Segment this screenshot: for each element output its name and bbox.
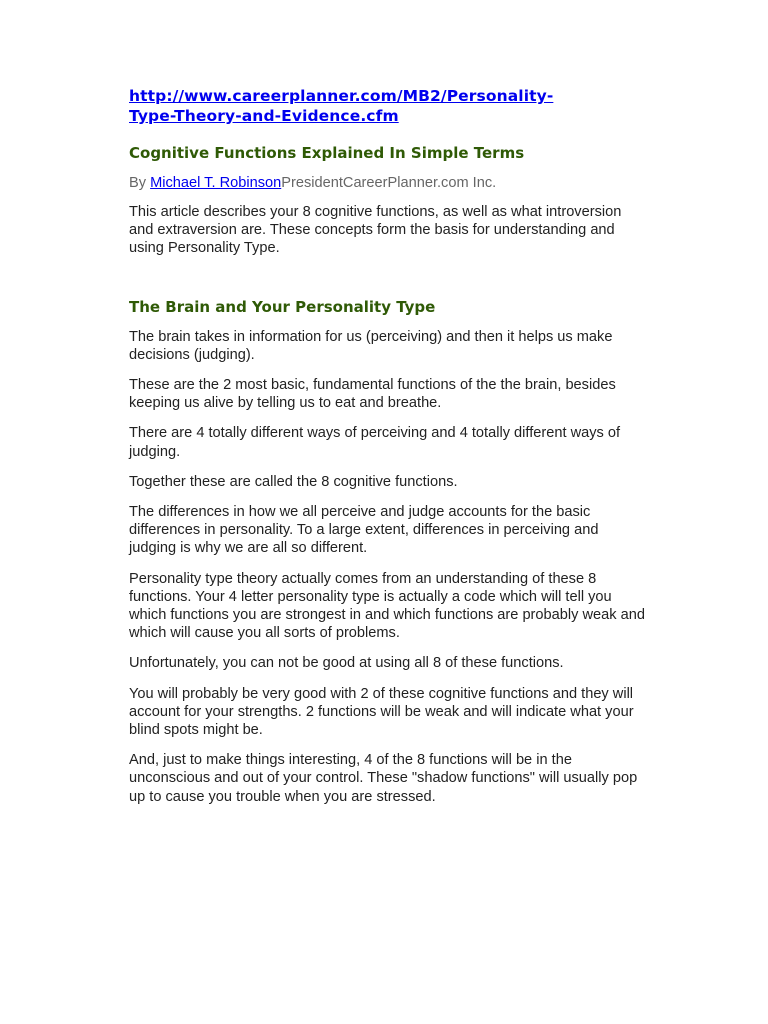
body-paragraph: The brain takes in information for us (perceiving) and then it helps us make decisions (judging). [129, 328, 613, 363]
body-paragraph: The differences in how we all perceive and judge accounts for the basic differences in personality. To a large extent, differences in perceiving and judging is why we are all so different. [129, 504, 599, 557]
body-paragraph: Personality type theory actually comes from an understanding of these 8 functions. Your 4 letter personality type is actually a code which will tell you which functions you are strongest in and which functions are probably weak and which will cause you all sorts of problems. [129, 570, 645, 642]
body-paragraph: These are the 2 most basic, fundamental functions of the the brain, besides keeping us alive by telling us to eat and breathe. [129, 377, 616, 412]
body-paragraph: There are 4 totally different ways of perceiving and 4 totally different ways of judging. [129, 425, 621, 460]
source-url-link[interactable] [129, 86, 649, 126]
author-role: PresidentCareerPlanner.com Inc. [281, 175, 497, 191]
byline [129, 174, 649, 192]
section-heading: The Brain and Your Personality Type [129, 297, 436, 316]
body-paragraph: Together these are called the 8 cognitive functions. [129, 473, 458, 490]
byline-prefix: By [129, 175, 151, 191]
body-paragraph: And, just to make things interesting, 4 of the 8 functions will be in the unconscious and out of your control. These "shadow functions" will usually pop up to cause you trouble when you are stressed. [129, 752, 638, 805]
article-title: Cognitive Functions Explained In Simple Terms [129, 144, 525, 162]
intro-paragraph: This article describes your 8 cognitive functions, as well as what introversion and extraversion are. These concepts form the basis for understanding and using Personality Type. [129, 204, 622, 257]
body-paragraph: Unfortunately, you can not be good at using all 8 of these functions. [129, 655, 564, 672]
author-link[interactable]: Michael T. Robinson [150, 175, 282, 191]
source-url-line-2: Type-Theory-and-Evidence.cfm [129, 107, 399, 125]
source-url-line-1: http://www.careerplanner.com/MB2/Personality- [129, 87, 554, 105]
document-page [129, 86, 649, 806]
body-paragraph: You will probably be very good with 2 of these cognitive functions and they will account for your strengths. 2 functions will be weak and will indicate what your blind spots might be. [129, 685, 634, 739]
